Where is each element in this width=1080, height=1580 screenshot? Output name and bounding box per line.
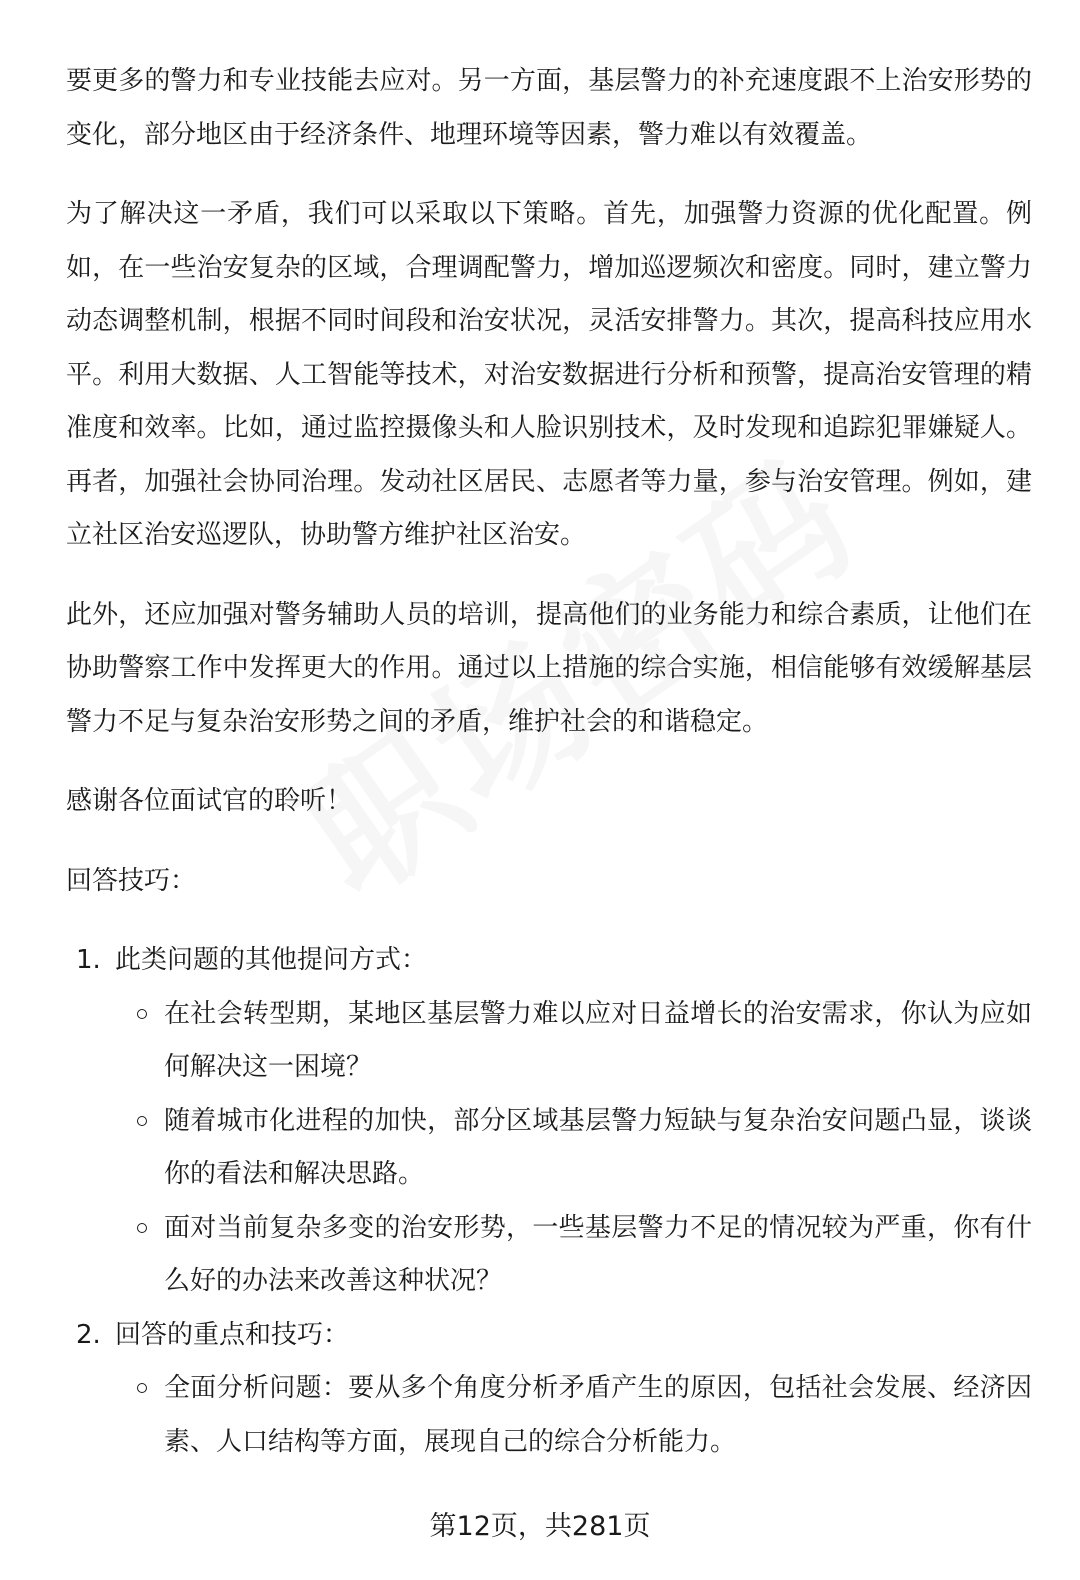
tip-title: 此类问题的其他提问方式： [115, 945, 428, 975]
document-body [66, 55, 1032, 1469]
tip-item-2 [66, 1309, 1032, 1470]
tip-subitem [115, 1095, 1032, 1202]
tip-subitem [115, 988, 1032, 1095]
paragraph-1: 要更多的警力和专业技能去应对。另一方面，基层警力的补充速度跟不上治安形势的变化，部分地区由于经济条件、地理环境等因素，警力难以有效覆盖。 [66, 66, 1032, 150]
page-footer: 第12页，共281页 [429, 1511, 651, 1542]
tip-item-1 [66, 934, 1032, 1309]
paragraph-2: 为了解决这一矛盾，我们可以采取以下策略。首先，加强警力资源的优化配置。例如，在一些治安复杂的区域，合理调配警力，增加巡逻频次和密度。同时，建立警力动态调整机制，根据不同时间段和治安状况，灵活安排警力。其次，提高科技应用水平。利用大数据、人工智能等技术，对治安数据进行分析和预警，提高治安管理的精准度和效率。比如，通过监控摄像头和人脸识别技术，及时发现和追踪犯罪嫌疑人。再者，加强社会协同治理。发动社区居民、志愿者等力量，参与治安管理。例如，建立社区治安巡逻队，协助警方维护社区治安。 [66, 199, 1032, 550]
tips-list [66, 934, 1032, 1469]
tip-number: 2. [76, 1319, 101, 1350]
tip-subitem [115, 1202, 1032, 1309]
tip-subitem-text: 随着城市化进程的加快，部分区域基层警力短缺与复杂治安问题凸显，谈谈你的看法和解决思路。 [164, 1105, 1032, 1189]
tip-subitem-text: 全面分析问题：要从多个角度分析矛盾产生的原因，包括社会发展、经济因素、人口结构等方面，展现自己的综合分析能力。 [164, 1373, 1032, 1457]
tip-sublist [115, 1362, 1032, 1469]
tip-subitem [115, 1362, 1032, 1469]
tip-title: 回答的重点和技巧： [115, 1319, 350, 1350]
tips-heading: 回答技巧： [66, 865, 197, 896]
hollow-circle-bullet-icon [137, 1116, 147, 1126]
paragraph-3: 此外，还应加强对警务辅助人员的培训，提高他们的业务能力和综合素质，让他们在协助警察工作中发挥更大的作用。通过以上措施的综合实施，相信能够有效缓解基层警力不足与复杂治安形势之间的矛盾，维护社会的和谐稳定。 [66, 599, 1032, 737]
hollow-circle-bullet-icon [137, 1383, 147, 1393]
tip-subitem-text: 面对当前复杂多变的治安形势，一些基层警力不足的情况较为严重，你有什么好的办法来改善这种状况？ [164, 1212, 1032, 1296]
hollow-circle-bullet-icon [137, 1223, 147, 1233]
hollow-circle-bullet-icon [137, 1009, 147, 1019]
tip-number: 1. [76, 945, 101, 975]
closing-thanks: 感谢各位面试官的聆听！ [66, 786, 353, 816]
tip-subitem-text: 在社会转型期，某地区基层警力难以应对日益增长的治安需求，你认为应如何解决这一困境？ [164, 998, 1032, 1082]
tip-sublist [115, 988, 1032, 1309]
